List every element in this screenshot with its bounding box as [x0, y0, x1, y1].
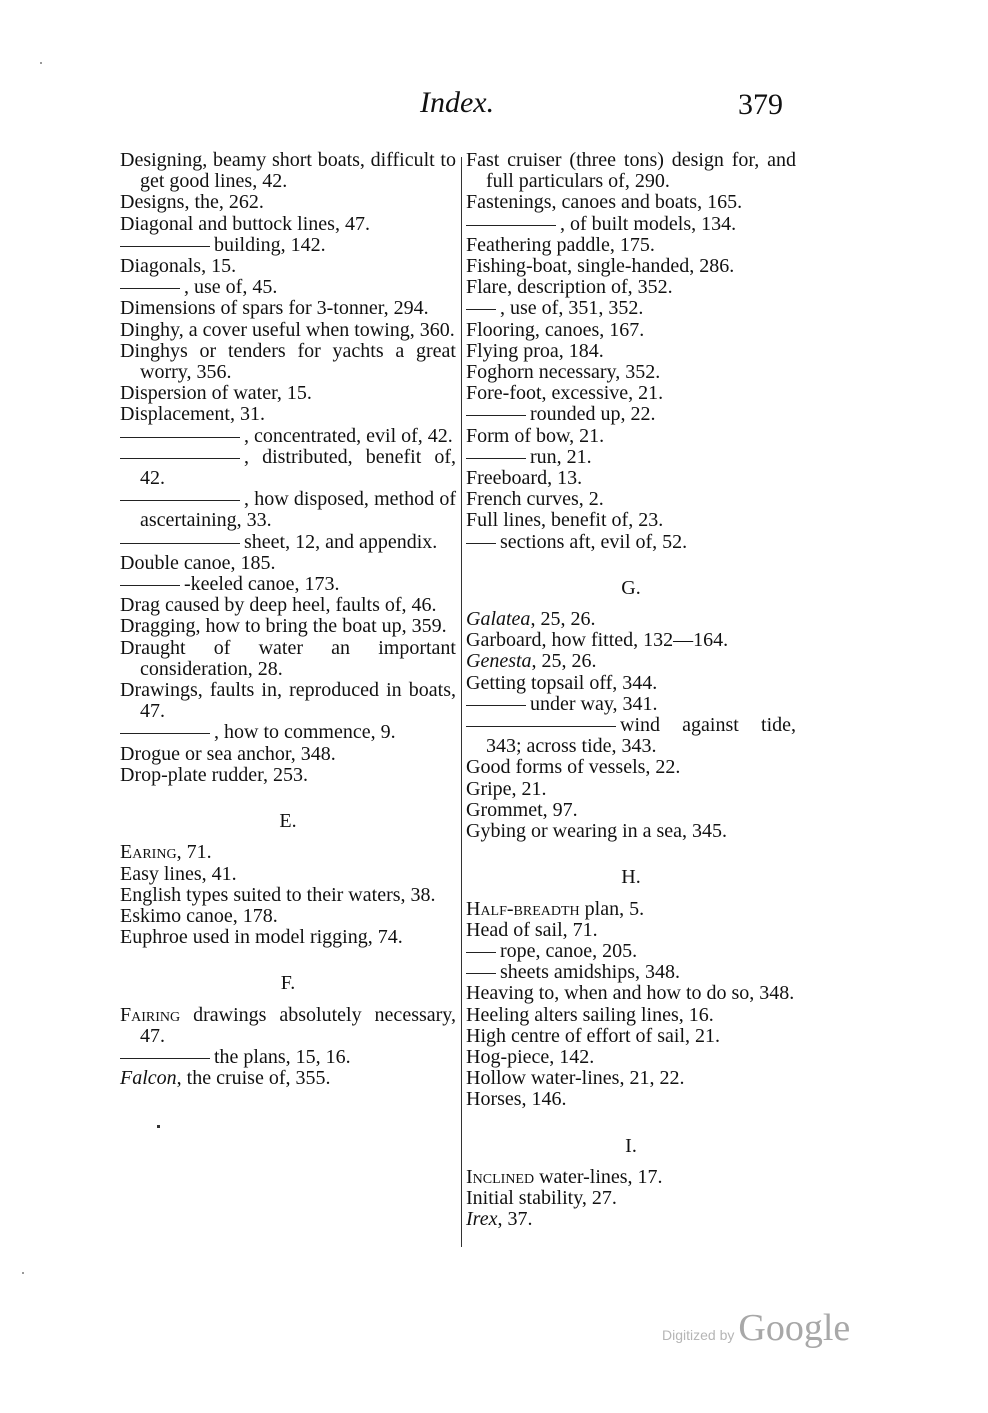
ditto-dash — [466, 225, 556, 226]
page-number: 379 — [738, 88, 783, 121]
index-entry — [120, 192, 456, 213]
digitized-label: Digitized by — [662, 1327, 735, 1343]
index-entry — [466, 920, 796, 941]
entry-text: drawings absolutely necessary, 47. — [140, 1003, 456, 1047]
index-column-right — [466, 150, 796, 1230]
index-entry — [466, 941, 796, 962]
ditto-dash — [466, 705, 526, 706]
ditto-dash — [120, 437, 240, 438]
ditto-dash — [466, 543, 496, 544]
entry-keyword: Half-breadth — [466, 897, 580, 920]
entry-text: English types suited to their waters, 38. — [120, 883, 436, 906]
entry-text: rounded up, 22. — [530, 403, 656, 426]
entry-text: Flooring, canoes, 167. — [466, 318, 645, 341]
entry-text: -keeled canoe, 173. — [184, 573, 340, 596]
index-entry — [120, 638, 456, 680]
index-entry — [120, 320, 456, 341]
index-entry — [466, 192, 796, 213]
entry-text: , how disposed, method of ascertaining, 33. — [140, 488, 456, 532]
entry-text: plan, 5. — [579, 897, 645, 920]
index-entry — [466, 320, 796, 341]
index-entry — [466, 383, 796, 404]
entry-text: , 25, 26. — [530, 608, 596, 631]
entry-text: sheets amidships, 348. — [500, 961, 680, 984]
index-entry — [466, 277, 796, 298]
entry-text: rope, canoe, 205. — [500, 939, 638, 962]
entry-text: Fishing-boat, single-handed, 286. — [466, 255, 735, 278]
ditto-dash — [120, 246, 210, 247]
entry-text: Grommet, 97. — [466, 798, 578, 821]
ditto-dash — [120, 733, 210, 734]
index-entry — [466, 426, 796, 447]
index-entry — [466, 235, 796, 256]
index-entry — [120, 426, 456, 447]
index-entry — [466, 1089, 796, 1110]
index-entry — [120, 404, 456, 425]
index-entry — [466, 757, 796, 778]
index-entry — [466, 256, 796, 277]
ditto-dash — [120, 458, 240, 459]
index-entry — [120, 277, 456, 298]
index-entry — [120, 680, 456, 722]
vessel-name: Irex — [466, 1208, 498, 1231]
index-entry — [466, 532, 796, 553]
ditto-dash — [466, 415, 526, 416]
index-entry — [466, 1167, 796, 1188]
index-entry — [466, 821, 796, 842]
entry-text: Diagonal and buttock lines, 47. — [120, 212, 370, 235]
index-entry — [466, 214, 796, 235]
google-logo: Google — [738, 1307, 851, 1349]
section-letter: I. — [625, 1134, 637, 1157]
entry-text: the plans, 15, 16. — [214, 1045, 351, 1068]
entry-text: Dinghys or tenders for yachts a great worry, 356. — [120, 339, 456, 384]
index-entry — [120, 885, 456, 906]
index-entry — [466, 651, 796, 672]
entry-text: Head of sail, 71. — [466, 918, 598, 941]
index-entry — [466, 1047, 796, 1068]
index-entry — [466, 673, 796, 694]
entry-keyword: Earing — [120, 841, 177, 864]
index-entry — [466, 609, 796, 630]
index-entry — [466, 983, 796, 1004]
entry-keyword: Inclined — [466, 1165, 535, 1188]
entry-text: water-lines, 17. — [534, 1165, 663, 1188]
entry-keyword: Fairing — [120, 1003, 181, 1026]
index-entry — [466, 404, 796, 425]
index-entry — [120, 744, 456, 765]
entry-text: Fastenings, canoes and boats, 165. — [466, 191, 743, 214]
entry-text: Hog-piece, 142. — [466, 1045, 595, 1068]
entry-text: Full lines, benefit of, 23. — [466, 509, 664, 532]
index-entry — [120, 298, 456, 319]
entry-text: Diagonals, 15. — [120, 255, 237, 278]
entry-text: Designing, beamy short boats, difficult to get good lines, 42. — [120, 149, 456, 193]
index-entry — [466, 362, 796, 383]
entry-text: French curves, 2. — [466, 488, 604, 511]
entry-text: Garboard, how fitted, 132—164. — [466, 629, 729, 652]
index-entry — [466, 715, 796, 757]
ditto-dash — [120, 1058, 210, 1059]
entry-text: , concentrated, evil of, 42. — [244, 424, 453, 447]
entry-text: High centre of effort of sail, 21. — [466, 1024, 720, 1047]
entry-text: , of built models, 134. — [560, 212, 737, 235]
entry-text: Heaving to, when and how to do so, 348. — [466, 982, 795, 1005]
entry-text: , 71. — [176, 841, 212, 864]
index-entry — [466, 298, 796, 319]
index-entry — [466, 489, 796, 510]
entry-text: Hollow water-lines, 21, 22. — [466, 1067, 685, 1090]
index-entry — [120, 150, 456, 192]
ditto-dash — [466, 726, 616, 727]
scan-speck — [22, 1272, 24, 1274]
entry-text: Foghorn necessary, 352. — [466, 361, 661, 384]
vessel-name: Galatea — [466, 608, 531, 631]
index-entry — [120, 722, 456, 743]
vessel-name: Falcon — [120, 1067, 177, 1090]
entry-text: , 25, 26. — [531, 650, 597, 673]
entry-text: Gybing or wearing in a sea, 345. — [466, 820, 728, 843]
index-entry — [120, 447, 456, 489]
index-entry — [120, 489, 456, 531]
section-letter: E. — [279, 810, 297, 833]
entry-text: Flare, description of, 352. — [466, 276, 673, 299]
index-entry — [466, 630, 796, 651]
entry-text: Form of bow, 21. — [466, 424, 605, 447]
ditto-dash — [466, 973, 496, 974]
entry-text: Drop-plate rudder, 253. — [120, 763, 309, 786]
index-entry — [466, 694, 796, 715]
index-entry — [466, 510, 796, 531]
index-entry — [120, 595, 456, 616]
index-entry — [120, 532, 456, 553]
entry-text: Designs, the, 262. — [120, 191, 264, 214]
index-entry — [120, 1068, 456, 1089]
entry-text: Gripe, 21. — [466, 777, 547, 800]
page-header — [0, 86, 988, 126]
index-entry — [120, 1047, 456, 1068]
entry-text: Drawings, faults in, reproduced in boats, 47. — [120, 679, 456, 723]
section-letter: G. — [621, 576, 641, 599]
entry-text: Drogue or sea anchor, 348. — [120, 742, 336, 765]
ditto-dash — [466, 458, 526, 459]
entry-text: Dimensions of spars for 3-tonner, 294. — [120, 297, 429, 320]
entry-text: , use of, 45. — [184, 276, 278, 299]
running-title: Index. — [420, 86, 495, 119]
index-entry — [120, 553, 456, 574]
entry-text: Double canoe, 185. — [120, 551, 276, 574]
entry-text: sections aft, evil of, 52. — [500, 530, 688, 553]
index-entry — [466, 1209, 796, 1230]
entry-text: Eskimo canoe, 178. — [120, 904, 278, 927]
entry-text: Displacement, 31. — [120, 403, 265, 426]
ditto-dash — [466, 309, 496, 310]
index-entry — [466, 447, 796, 468]
index-entry — [120, 214, 456, 235]
index-entry — [120, 256, 456, 277]
index-entry — [466, 468, 796, 489]
entry-text: Dragging, how to bring the boat up, 359. — [120, 615, 447, 638]
column-divider — [461, 157, 462, 1247]
scan-speck — [157, 1125, 160, 1128]
index-entry — [120, 383, 456, 404]
entry-text: , the cruise of, 355. — [176, 1067, 331, 1090]
index-entry — [466, 1188, 796, 1209]
entry-text: Good forms of vessels, 22. — [466, 756, 681, 779]
entry-text: Fast cruiser (three tons) design for, and full particulars of, 290. — [466, 149, 796, 193]
entry-text: building, 142. — [214, 233, 326, 256]
entry-text: sheet, 12, and appendix. — [244, 530, 438, 553]
entry-text: Draught of water an important consideration, 28. — [120, 636, 456, 680]
index-entry — [120, 616, 456, 637]
entry-text: under way, 341. — [530, 692, 658, 715]
ditto-dash — [466, 952, 496, 953]
entry-text: Getting topsail off, 344. — [466, 671, 658, 694]
index-entry — [120, 864, 456, 885]
section-letter: F. — [280, 972, 296, 995]
ditto-dash — [120, 585, 180, 586]
index-entry — [120, 927, 456, 948]
entry-text: Easy lines, 41. — [120, 862, 237, 885]
entry-text: run, 21. — [530, 445, 592, 468]
index-entry — [120, 906, 456, 927]
index-entry — [466, 341, 796, 362]
entry-text: wind against tide, 343; across tide, 343. — [486, 714, 796, 758]
entry-text: Fore-foot, excessive, 21. — [466, 382, 664, 405]
index-entry — [120, 1005, 456, 1047]
index-entry — [466, 962, 796, 983]
entry-text: Horses, 146. — [466, 1088, 567, 1111]
index-entry — [120, 574, 456, 595]
entry-text: Initial stability, 27. — [466, 1186, 617, 1209]
index-entry — [120, 341, 456, 383]
index-entry — [120, 842, 456, 863]
index-entry — [466, 1026, 796, 1047]
entry-text: , how to commence, 9. — [214, 721, 396, 744]
entry-text: , distributed, benefit of, 42. — [140, 445, 456, 490]
index-entry — [466, 1005, 796, 1026]
index-entry — [466, 779, 796, 800]
entry-text: Flying proa, 184. — [466, 339, 604, 362]
entry-text: Heeling alters sailing lines, 16. — [466, 1003, 714, 1026]
ditto-dash — [120, 288, 180, 289]
entry-text: Freeboard, 13. — [466, 467, 583, 490]
index-entry — [466, 150, 796, 192]
entry-text: , use of, 351, 352. — [500, 297, 644, 320]
entry-text: Euphroe used in model rigging, 74. — [120, 926, 403, 949]
entry-text: , 37. — [497, 1208, 533, 1231]
index-entry — [120, 765, 456, 786]
scan-speck — [40, 62, 42, 64]
index-column-left — [120, 150, 456, 1089]
index-entry — [120, 235, 456, 256]
index-entry — [466, 1068, 796, 1089]
entry-text: Drag caused by deep heel, faults of, 46. — [120, 594, 437, 617]
index-entry — [466, 899, 796, 920]
digitized-watermark — [662, 1306, 850, 1350]
index-entry — [466, 800, 796, 821]
section-letter: H. — [621, 866, 641, 889]
ditto-dash — [120, 500, 240, 501]
ditto-dash — [120, 543, 240, 544]
entry-text: Dinghy, a cover useful when towing, 360. — [120, 318, 455, 341]
vessel-name: Genesta — [466, 650, 532, 673]
entry-text: Dispersion of water, 15. — [120, 382, 312, 405]
entry-text: Feathering paddle, 175. — [466, 233, 655, 256]
